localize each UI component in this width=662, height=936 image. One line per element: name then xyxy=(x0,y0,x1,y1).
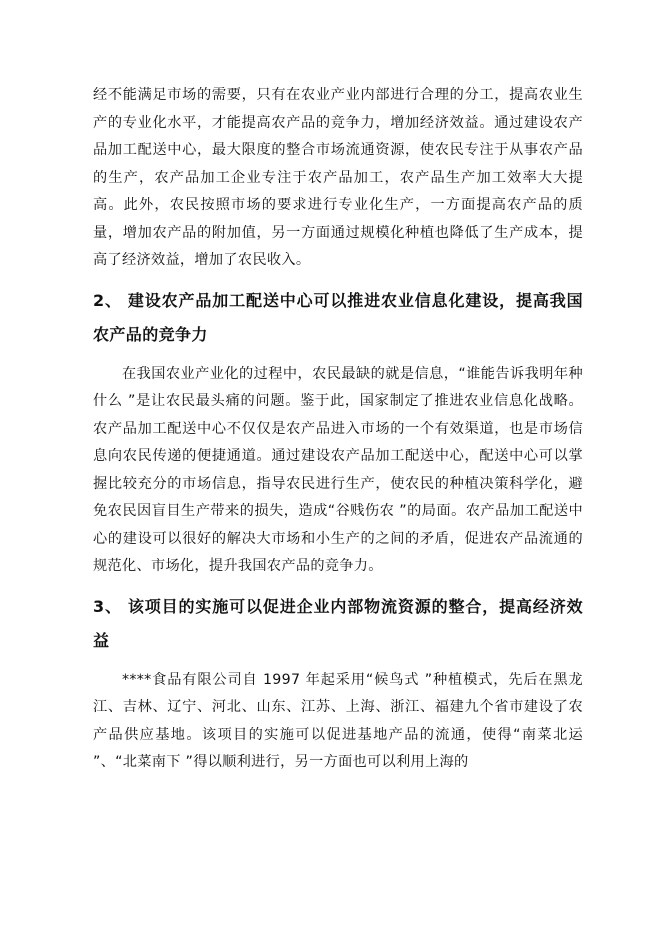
section-title-2: 建设农产品加工配送中心可以推进农业信息化建设，提高我国农产品的竞争力 xyxy=(93,290,583,344)
section-heading-3 xyxy=(93,590,583,658)
section-title-3: 该项目的实施可以促进企业内部物流资源的整合，提高经济效益 xyxy=(93,596,583,650)
section-number-3: 3、 xyxy=(93,596,122,616)
body-paragraph-2: 在我国农业产业化的过程中，农民最缺的就是信息，“谁能告诉我明年种什么 ”是让农民最头痛的问题。鉴于此，国家制定了推进农业信息化战略。农产品加工配送中心不仅仅是农产品进入市场的一个有效渠道，也是市场信息向农民传递的便捷通道。通过建设农产品加工配送中心，配送中心可以掌握比较充分的市场信息，指导农民进行生产，使农民的种植决策科学化，避免农民因盲目生产带来的损失，造成“谷贱伤农 ”的局面。农产品加工配送中心的建设可以很好的解决大市场和小生产的之间的矛盾，促进农产品流通的规范化、市场化，提升我国农产品的竞争力。 xyxy=(93,365,583,574)
document-page xyxy=(93,82,583,777)
body-paragraph-1: 经不能满足市场的需要，只有在农业产业内部进行合理的分工，提高农业生产的专业化水平，才能提高农产品的竞争力，增加经济效益。通过建设农产品加工配送中心，最大限度的整合市场流通资源，使农民专注于从事农产品的生产，农产品加工企业专注于农产品加工，农产品生产加工效率大大提高。此外，农民按照市场的要求进行专业化生产，一方面提高农产品的质量，增加农产品的附加值，另一方面通过规模化种植也降低了生产成本，提高了经济效益，增加了农民收入。 xyxy=(93,87,583,268)
section-heading-2 xyxy=(93,284,583,352)
body-paragraph-3: ****食品有限公司自 1997 年起采用“候鸟式 ”种植模式，先后在黑龙江、吉林、辽宁、河北、山东、江苏、上海、浙江、福建九个省市建设了农产品供应基地。该项目的实施可以促进基地产品的流通，使得“南菜北运 ”、“北菜南下 ”得以顺利进行，另一方面也可以利用上海的 xyxy=(93,671,583,770)
section-number-2: 2、 xyxy=(93,290,122,310)
